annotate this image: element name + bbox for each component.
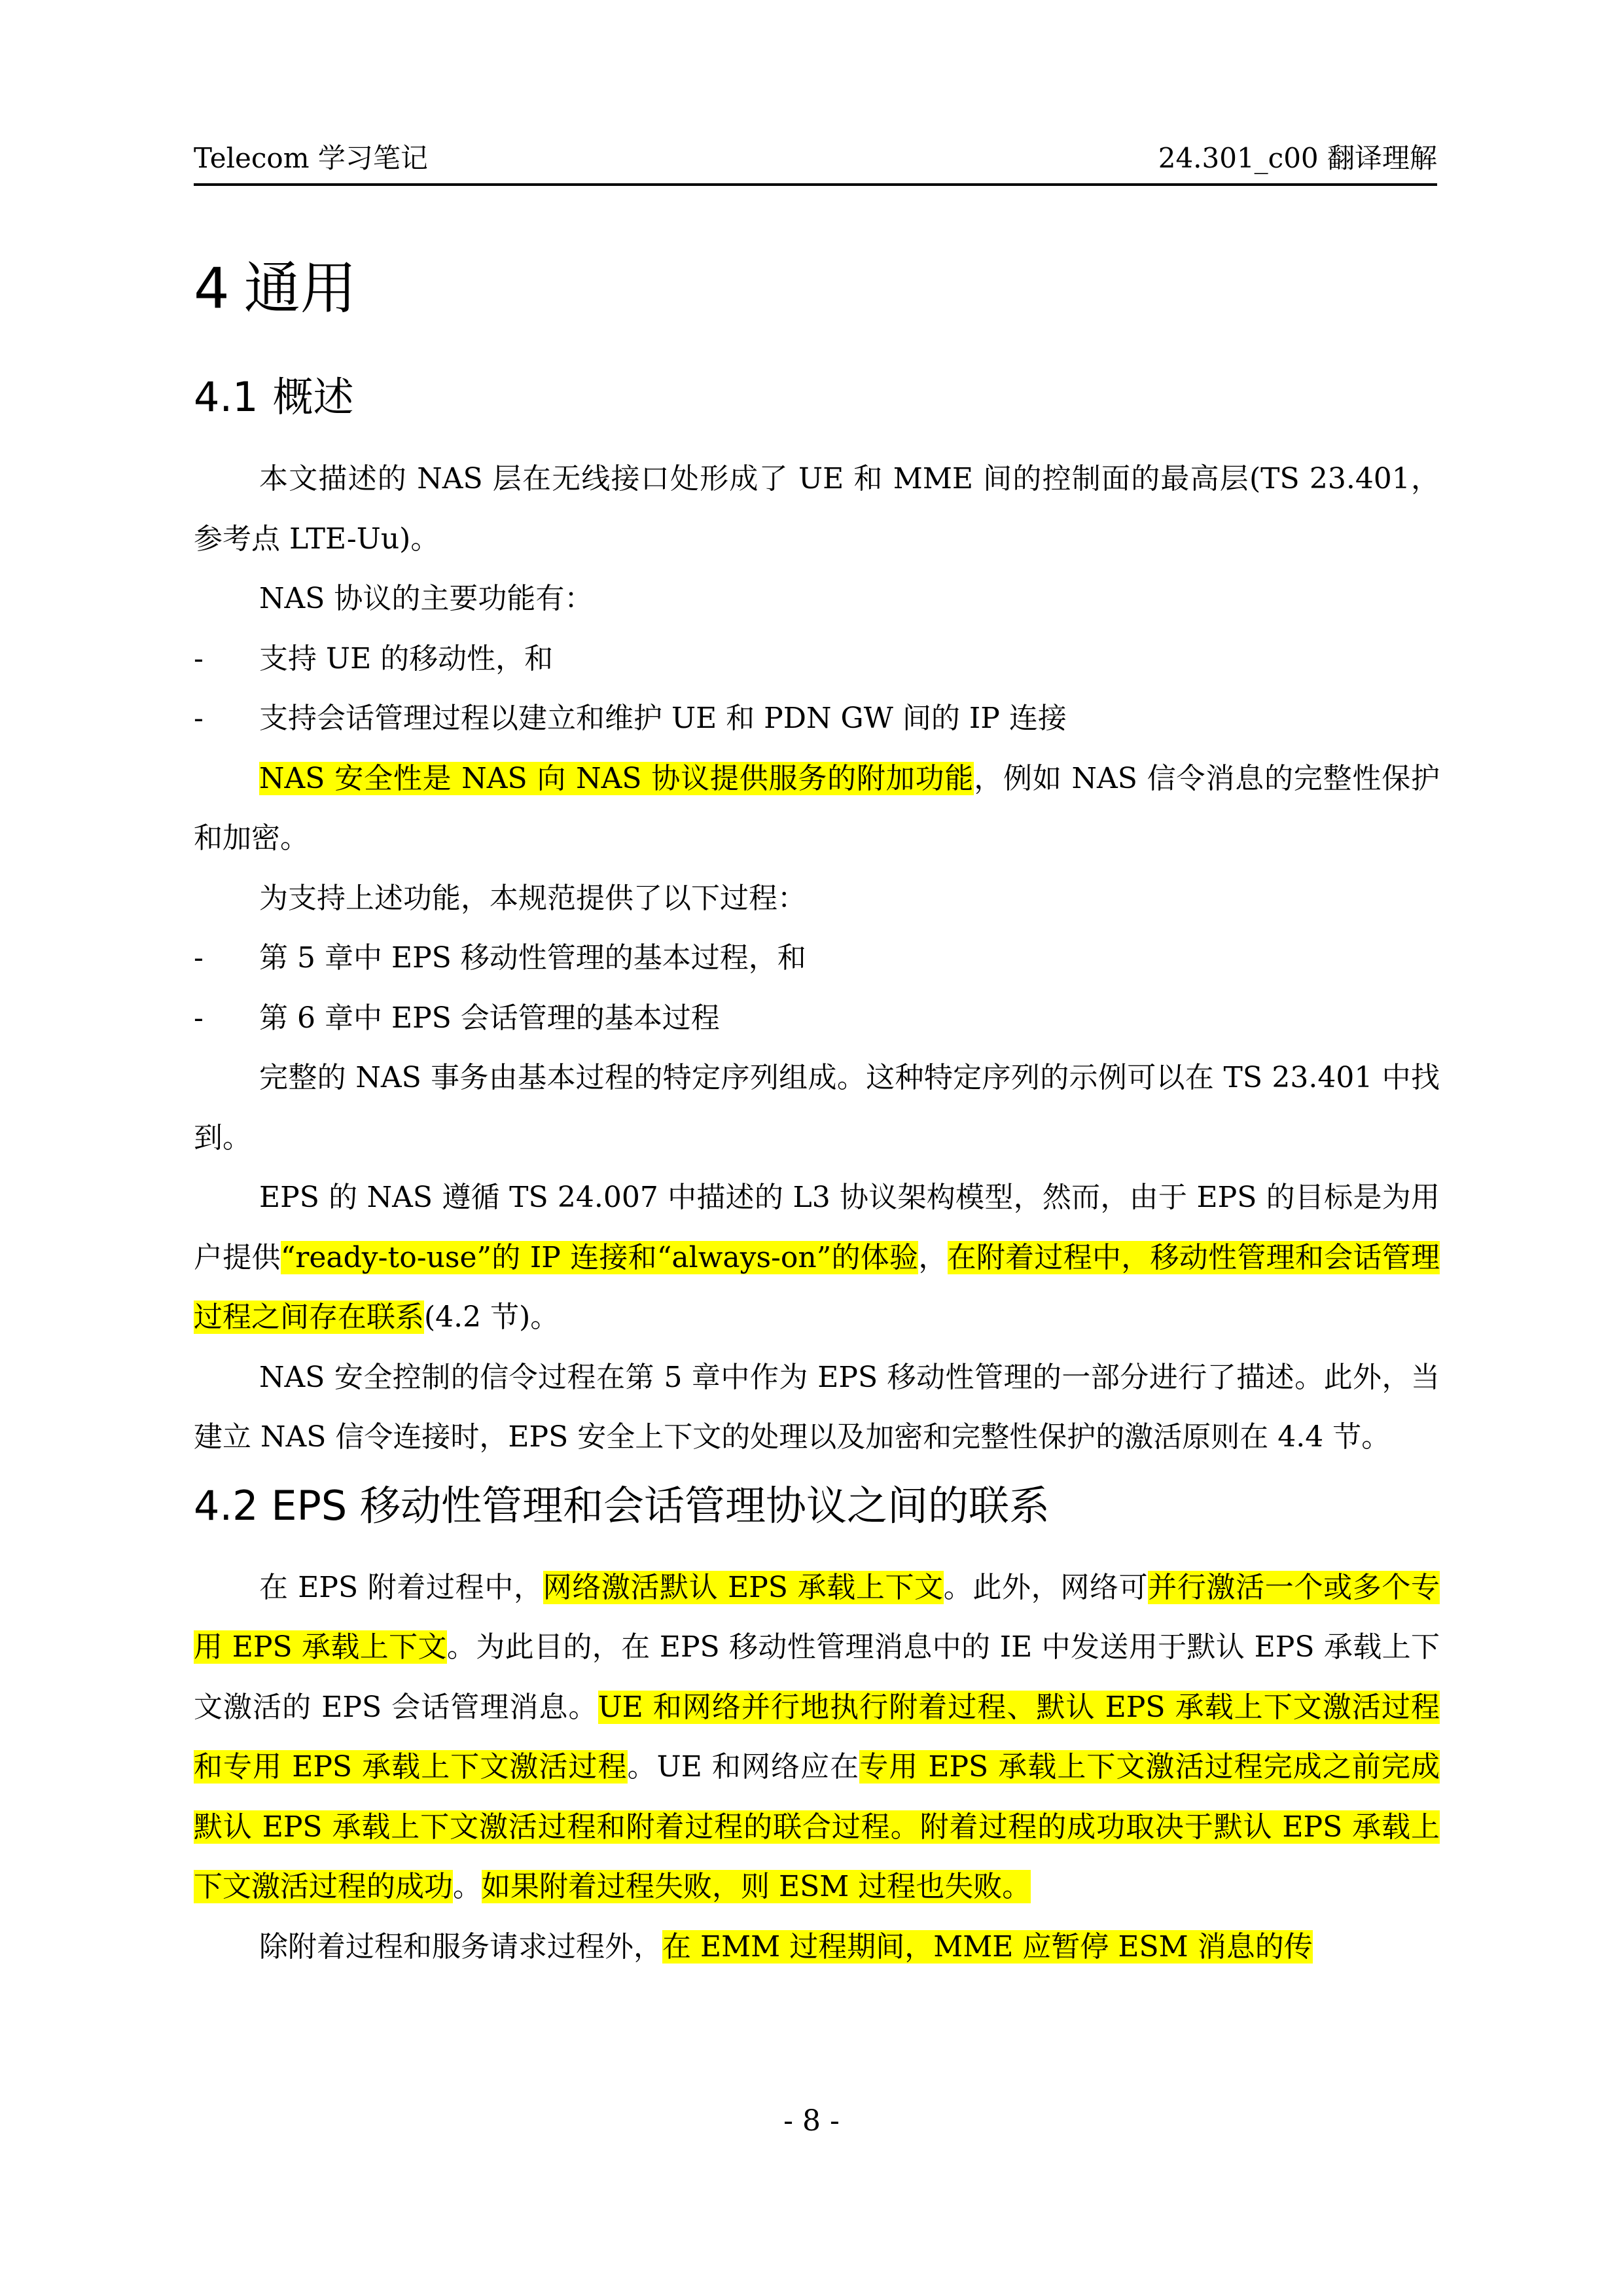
s41-p3-highlight: NAS 安全性是 NAS 向 NAS 协议提供服务的附加功能: [259, 761, 974, 795]
chapter-heading: [194, 253, 1440, 325]
bullet-dash: -: [194, 941, 204, 975]
section-4-1-heading: [194, 365, 1440, 429]
s41-paragraph-1: 本文描述的 NAS 层在无线接口处形成了 UE 和 MME 间的控制面的最高层(TS 23.401，参考点 LTE-Uu)。: [194, 462, 1440, 556]
s41-paragraph-5: 完整的 NAS 事务由基本过程的特定序列组成。这种特定序列的示例可以在 TS 23.401 中找到。: [194, 1061, 1440, 1155]
s41-bullet-4-text: 第 6 章中 EPS 会话管理的基本过程: [259, 1001, 720, 1035]
s42-p1-d: 。UE 和网络应在: [627, 1750, 860, 1784]
bullet-dash: -: [194, 702, 204, 735]
s42-p1-e: 。: [453, 1870, 482, 1903]
s41-p6-b: ，: [918, 1240, 948, 1274]
s42-p2-highlight: 在 EMM 过程期间，MME 应暂停 ESM 消息的传: [662, 1929, 1313, 1964]
page-body: [194, 237, 1440, 1977]
chapter-title: 通用: [243, 256, 357, 321]
section-4-2-heading: [194, 1474, 1440, 1538]
header-right-title: 24.301_c00 翻译理解: [1158, 142, 1437, 174]
chapter-number: 4: [194, 256, 230, 321]
s41-bullet-3-text: 第 5 章中 EPS 移动性管理的基本过程，和: [259, 941, 806, 975]
s42-p2-a: 除附着过程和服务请求过程外，: [259, 1929, 662, 1964]
s41-paragraph-4: 为支持上述功能，本规范提供了以下过程：: [259, 881, 806, 915]
s41-p6-a: EPS 的 NAS 遵循 TS 24.007 中描述的 L3 协议架构模型，然而，由于 EPS 的目标是为用户提供: [194, 1181, 1440, 1274]
s42-p1-b: 。此外，网络可: [943, 1570, 1149, 1604]
section-4-2-number: 4.2: [194, 1481, 259, 1530]
s42-p1-highlight-4: 专用 EPS 承载上下文激活过程完成之前完成默认 EPS 承载上下文激活过程和附着过程的联合过程。附着过程的成功取决于默认 EPS 承载上下文激活过程的成功: [194, 1750, 1440, 1903]
bullet-dash: -: [194, 1001, 204, 1035]
s42-p1-a: 在 EPS 附着过程中，: [259, 1570, 543, 1604]
s41-bullet-2: [194, 689, 1440, 749]
s41-paragraph-7: NAS 安全控制的信令过程在第 5 章中作为 EPS 移动性管理的一部分进行了描述。此外，当建立 NAS 信令连接时，EPS 安全上下文的处理以及加密和完整性保护的激活原则在 4.4 节。: [194, 1360, 1440, 1454]
s41-bullet-1: [194, 629, 1440, 689]
s41-bullet-2-text: 支持会话管理过程以建立和维护 UE 和 PDN GW 间的 IP 连接: [259, 702, 1067, 735]
s42-p1-highlight-5: 如果附着过程失败，则 ESM 过程也失败。: [482, 1870, 1031, 1903]
s41-p6-c: (4.2 节)。: [424, 1300, 560, 1334]
s41-p6-highlight-2: 在附着过程中，移动性管理和会话管理过程之间存在联系: [194, 1240, 1440, 1334]
s42-paragraph-1: [194, 1558, 1440, 1917]
s42-p1-c: 。为此目的，在 EPS 移动性管理消息中的 IE 中发送用于默认 EPS 承载上下文激活的 EPS 会话管理消息。: [194, 1630, 1440, 1724]
section-4-1-title: 概述: [272, 373, 354, 421]
header-left-title: Telecom 学习笔记: [194, 142, 428, 174]
s41-paragraph-3: [194, 749, 1440, 869]
page-number: - 8 -: [783, 2104, 840, 2138]
section-4-1-number: 4.1: [194, 373, 259, 421]
s41-paragraph-6: [194, 1168, 1440, 1348]
section-4-2-title: EPS 移动性管理和会话管理协议之间的联系: [271, 1481, 1050, 1530]
s42-p1-highlight-1: 网络激活默认 EPS 承载上下文: [543, 1570, 944, 1604]
s41-p3-rest: ，例如 NAS 信令消息的完整性保护和加密。: [194, 761, 1440, 855]
s41-bullet-4: [194, 988, 1440, 1049]
s41-p6-highlight-1: “ready-to-use”的 IP 连接和“always-on”的体验: [280, 1240, 919, 1274]
s42-paragraph-2: [194, 1917, 1440, 1977]
page-header: [194, 128, 1437, 186]
s42-p1-highlight-2: 并行激活一个或多个专用 EPS 承载上下文: [194, 1570, 1440, 1664]
s41-paragraph-2: NAS 协议的主要功能有：: [259, 582, 594, 615]
bullet-dash: -: [194, 641, 204, 675]
s41-bullet-3: [194, 928, 1440, 988]
s42-p1-highlight-3: UE 和网络并行地执行附着过程、默认 EPS 承载上下文激活过程和专用 EPS 承载上下文激活过程: [194, 1690, 1440, 1784]
s41-bullet-1-text: 支持 UE 的移动性，和: [259, 641, 554, 675]
